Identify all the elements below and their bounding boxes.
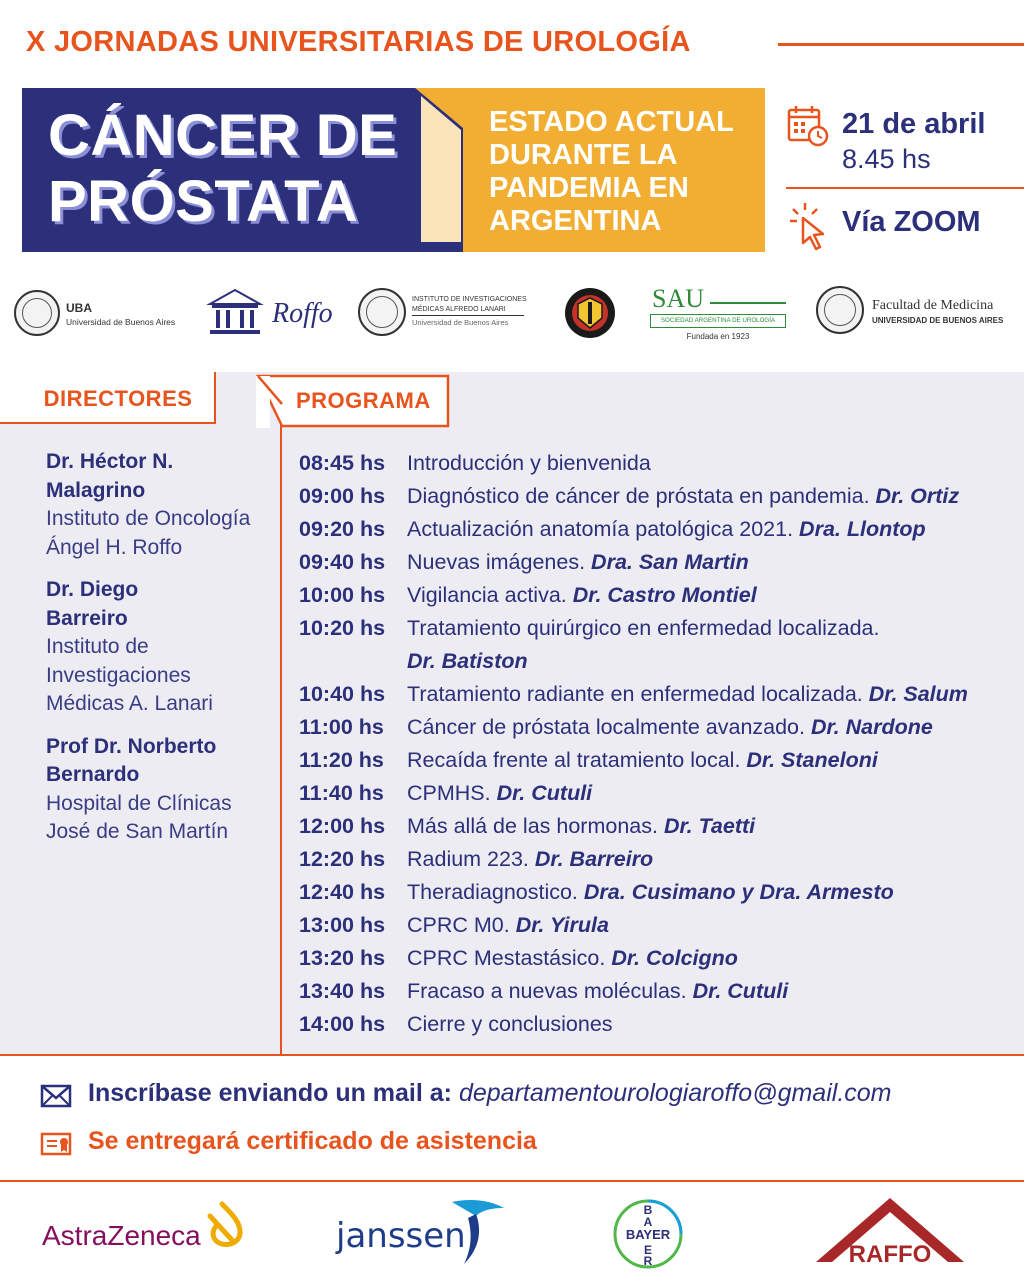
program-description (407, 546, 749, 579)
program-description (407, 876, 894, 909)
click-cursor-icon (789, 201, 831, 256)
subtitle-line: PANDEMIA EN (489, 172, 689, 204)
director-name: Dr. Héctor N. (46, 450, 174, 473)
sau-name: SOCIEDAD ARGENTINA DE UROLOGÍA (650, 314, 786, 328)
program-topic: Introducción y bienvenida (407, 451, 651, 475)
subtitle-text (489, 106, 759, 238)
lanari-line-1: INSTITUTO DE INVESTIGACIONES (412, 296, 527, 303)
program-description (407, 1008, 613, 1041)
program-topic: Fracaso a nuevas moléculas. (407, 979, 693, 1003)
footer-divider (0, 1180, 1024, 1182)
program-description (407, 909, 609, 942)
info-divider (786, 187, 1024, 189)
program-description (407, 678, 968, 711)
directors-tab (0, 372, 216, 424)
program-heading: PROGRAMA (296, 388, 431, 413)
lanari-rule (412, 315, 524, 316)
envelope-icon (40, 1083, 72, 1114)
lanari-logo (358, 288, 528, 338)
lanari-line-2: MÉDICAS ALFREDO LANARI (412, 306, 506, 313)
director-name: Bernardo (46, 763, 140, 786)
program-speaker: Dra. San Martin (591, 550, 749, 574)
director-name: Barreiro (46, 606, 128, 630)
program-description (407, 942, 738, 975)
program-speaker: Dr. Yirula (515, 913, 609, 937)
program-time: 08:45 hs (299, 451, 386, 475)
program-time: 13:00 hs (299, 913, 386, 937)
program-speaker: Dr. Barreiro (534, 847, 654, 871)
program-time: 13:20 hs (299, 946, 386, 970)
director-institution: Instituto de (46, 635, 149, 658)
bayer-horizontal-text: BAYER (625, 1227, 671, 1242)
subtitle-line: ESTADO ACTUAL (489, 106, 734, 138)
program-description (407, 744, 878, 777)
program-row (299, 975, 1019, 1008)
astrazeneca-logo: AstraZeneca (42, 1220, 201, 1251)
program-time: 10:20 hs (299, 616, 386, 640)
sau-abbr: SAU (652, 284, 705, 313)
registration-label: Inscríbase enviando un mail a: (88, 1079, 459, 1107)
program-topic: Recaída frente al tratamiento local. (407, 748, 747, 772)
program-topic: Actualización anatomía patológica 2021. (407, 517, 800, 541)
program-speaker: Dr. Staneloni (746, 748, 878, 772)
program-time: 09:00 hs (299, 484, 386, 508)
svg-text:R: R (643, 1254, 653, 1268)
directors-heading: DIRECTORES (43, 386, 193, 411)
program-row (299, 645, 1019, 678)
director-institution: Médicas A. Lanari (46, 692, 213, 715)
program-row (299, 876, 1019, 909)
program-topic: Cáncer de próstata localmente avanzado. (407, 715, 811, 739)
program-time: 12:40 hs (299, 880, 386, 904)
program-row (299, 678, 1019, 711)
program-time: 12:00 hs (299, 814, 386, 838)
program-row (299, 612, 1019, 645)
program-topic: Cierre y conclusiones (407, 1012, 613, 1036)
program-row (299, 513, 1019, 546)
program-description (407, 645, 528, 678)
program-row (299, 480, 1019, 513)
event-time: 8.45 hs (842, 144, 931, 174)
director-institution: Investigaciones (46, 663, 191, 687)
program-time (299, 645, 407, 678)
bayer-cross-logo (612, 1198, 684, 1270)
program-topic: CPMHS. (407, 781, 497, 805)
subtitle-line: ARGENTINA (489, 205, 662, 237)
topic-block (22, 88, 458, 252)
program-row (299, 579, 1019, 612)
director-institution: Instituto de Oncología (46, 507, 251, 530)
event-title: X JORNADAS UNIVERSITARIAS DE UROLOGÍA (26, 26, 691, 58)
program-row (299, 942, 1019, 975)
program-row (299, 546, 1019, 579)
program-speaker: Dr. Cutuli (496, 781, 593, 805)
director-name: Malagrino (46, 478, 146, 502)
program-description (407, 810, 755, 843)
fmed-name: Facultad de Medicina (872, 298, 994, 313)
program-speaker: Dr. Nardone (810, 715, 933, 739)
sau-logo (650, 284, 788, 342)
program-time: 12:20 hs (299, 847, 386, 871)
program-topic: Radium 223. (407, 847, 535, 871)
calendar-clock-icon (786, 104, 830, 153)
roffo-logo (206, 286, 336, 338)
program-row (299, 744, 1019, 777)
program-time: 14:00 hs (299, 1012, 386, 1036)
program-topic: Theradiagnostico. (407, 880, 584, 904)
certificate-icon (40, 1131, 72, 1162)
program-time: 10:40 hs (299, 682, 386, 706)
directors-list (46, 448, 276, 861)
program-topic: Más allá de las hormonas. (407, 814, 664, 838)
program-topic: Diagnóstico de cáncer de próstata en pandemia. (407, 484, 876, 508)
program-row (299, 711, 1019, 744)
subtitle-line: DURANTE LA (489, 139, 678, 171)
program-list (299, 447, 1019, 1041)
program-speaker: Dr. Ortiz (875, 484, 960, 508)
subtitle-block (415, 88, 765, 252)
program-time: 09:20 hs (299, 517, 386, 541)
program-topic: CPRC M0. (407, 913, 516, 937)
roffo-building-icon (206, 286, 264, 338)
director-entry (46, 733, 276, 847)
program-speaker: Dr. Colcigno (611, 946, 738, 970)
director-name: Prof Dr. Norberto (46, 734, 217, 758)
program-row (299, 843, 1019, 876)
registration-line (88, 1079, 892, 1108)
program-speaker: Dr. Salum (868, 682, 968, 706)
program-speaker: Dra. Cusimano y Dra. Armesto (583, 880, 894, 904)
program-description (407, 711, 933, 744)
program-time: 10:00 hs (299, 583, 386, 607)
uba-abbr: UBA (66, 301, 92, 315)
program-row (299, 1008, 1019, 1041)
astrazeneca-symbol-icon (196, 1200, 248, 1252)
uba-seal-icon (14, 290, 60, 336)
janssen-symbol-icon (450, 1196, 506, 1268)
uba-logo (14, 290, 190, 336)
program-row (299, 909, 1019, 942)
svg-text:B: B (643, 1203, 653, 1217)
program-description (407, 447, 651, 480)
program-description (407, 513, 926, 546)
column-divider (280, 420, 282, 1056)
program-topic: CPRC Mestastásico. (407, 946, 612, 970)
program-speaker: Dr. Taetti (663, 814, 756, 838)
program-row (299, 447, 1019, 480)
event-date: 21 de abril (842, 108, 986, 140)
program-row (299, 777, 1019, 810)
program-time: 11:40 hs (299, 781, 384, 805)
program-speaker: Dr. Cutuli (692, 979, 789, 1003)
program-description (407, 843, 653, 876)
director-entry (46, 448, 276, 562)
fmed-logo (816, 286, 1016, 336)
sau-founded: Fundada en 1923 (686, 332, 750, 341)
lanari-seal-icon (358, 288, 406, 336)
svg-text:E: E (643, 1243, 653, 1257)
director-institution: Hospital de Clínicas (46, 791, 232, 815)
panel-bottom-divider (0, 1054, 1024, 1056)
program-speaker: Dr. Castro Montiel (572, 583, 757, 607)
program-time: 09:40 hs (299, 550, 386, 574)
program-topic: Tratamiento quirúrgico en enfermedad localizada. (407, 616, 880, 640)
svg-text:A: A (643, 1215, 653, 1229)
topic-title-line-1: CÁNCER DE (48, 103, 398, 168)
program-speaker: Dr. Batiston (407, 649, 528, 673)
janssen-logo: janssen (336, 1216, 466, 1256)
program-time: 11:00 hs (299, 715, 384, 739)
director-name: Dr. Diego (46, 578, 139, 601)
raffo-wordmark: RAFFO (848, 1241, 932, 1266)
sau-rule (710, 302, 786, 304)
program-topic: Tratamiento radiante en enfermedad localizada. (407, 682, 869, 706)
director-institution: José de San Martín (46, 820, 229, 843)
program-topic: Nuevas imágenes. (407, 550, 592, 574)
program-row (299, 810, 1019, 843)
director-entry (46, 576, 276, 719)
program-time: 13:40 hs (299, 979, 386, 1003)
roffo-name: Roffo (272, 298, 333, 329)
registration-email-link[interactable]: departamentourologiaroffo@gmail.com (458, 1079, 892, 1107)
director-institution: Ángel H. Roffo (46, 535, 183, 559)
program-description (407, 480, 959, 513)
program-description (407, 777, 592, 810)
certificate-notice: Se entregará certificado de asistencia (88, 1127, 537, 1155)
raffo-logo (812, 1194, 968, 1266)
program-topic: Vigilancia activa. (407, 583, 573, 607)
title-divider (778, 43, 1024, 46)
hospital-clinicas-seal-icon (560, 286, 620, 340)
program-time: 11:20 hs (299, 748, 384, 772)
uba-name: Universidad de Buenos Aires (66, 317, 176, 327)
program-description (407, 579, 757, 612)
event-platform: Vía ZOOM (842, 206, 981, 238)
program-description (407, 975, 788, 1008)
program-speaker: Dra. Llontop (799, 517, 926, 541)
topic-title-line-2: PRÓSTATA (48, 169, 359, 234)
fmed-university: UNIVERSIDAD DE BUENOS AIRES (872, 316, 1004, 325)
program-description (407, 612, 879, 645)
lanari-line-3: Universidad de Buenos Aires (412, 318, 509, 327)
fmed-seal-icon (816, 286, 864, 334)
